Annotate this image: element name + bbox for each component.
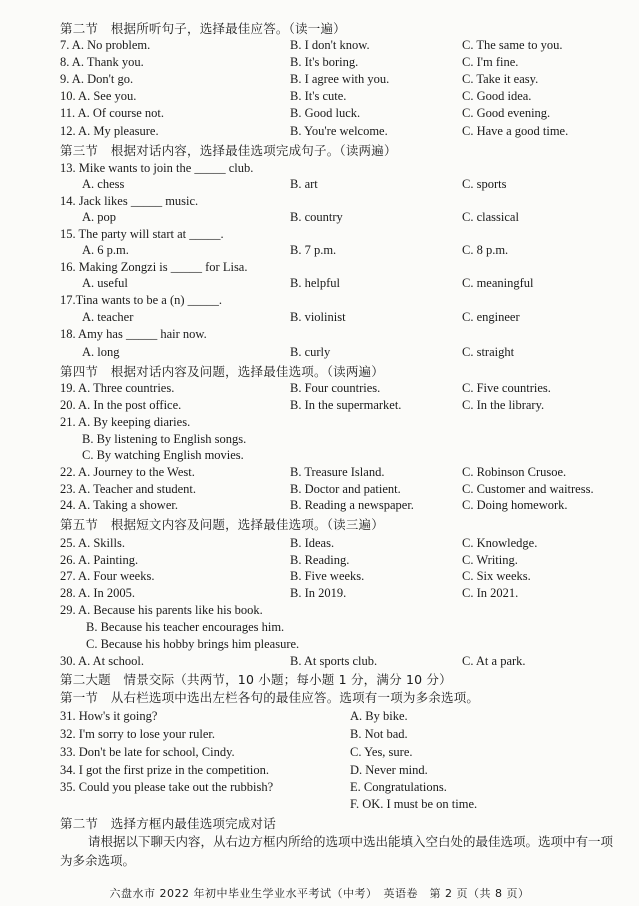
option-b: B. Doctor and patient. bbox=[290, 482, 401, 496]
match-question: 35. Could you please take out the rubbish? bbox=[60, 780, 274, 794]
question-15-options bbox=[0, 242, 639, 259]
option-b: B. Because his teacher encourages him. bbox=[86, 620, 285, 634]
match-option: E. Congratulations. bbox=[350, 780, 447, 794]
option-c: C. Six weeks. bbox=[462, 569, 531, 583]
option-b: B. In 2019. bbox=[290, 586, 347, 600]
option-a: 25. A. Skills. bbox=[60, 536, 125, 550]
option-a: A. pop bbox=[82, 210, 117, 224]
question-30 bbox=[0, 653, 639, 670]
match-row-32 bbox=[0, 726, 639, 743]
option-b: B. 7 p.m. bbox=[290, 243, 337, 257]
match-row-31 bbox=[0, 708, 639, 725]
match-question: 31. How's it going? bbox=[60, 709, 158, 723]
option-c: C. In 2021. bbox=[462, 586, 519, 600]
option-c: C. Take it easy. bbox=[462, 72, 539, 86]
option-b: B. violinist bbox=[290, 310, 346, 324]
option-c: C. meaningful bbox=[462, 276, 534, 290]
option-a: 24. A. Taking a shower. bbox=[60, 498, 178, 512]
question-21-c bbox=[0, 447, 639, 464]
section-5-heading: 第五节 根据短文内容及问题，选择最佳选项。（读三遍） bbox=[60, 517, 384, 532]
match-option: F. OK. I must be on time. bbox=[350, 797, 478, 811]
question-15-stem: 15. The party will start at _____. bbox=[60, 227, 224, 241]
option-c: C. Good evening. bbox=[462, 106, 551, 120]
option-c: C. In the library. bbox=[462, 398, 545, 412]
option-a: 10. A. See you. bbox=[60, 89, 137, 103]
option-c: C. Good idea. bbox=[462, 89, 532, 103]
question-16-options bbox=[0, 275, 639, 292]
option-a: A. chess bbox=[82, 177, 125, 191]
option-a: 30. A. At school. bbox=[60, 654, 145, 668]
option-a: 21. A. By keeping diaries. bbox=[60, 415, 191, 429]
question-14-options bbox=[0, 209, 639, 226]
option-a: 27. A. Four weeks. bbox=[60, 569, 155, 583]
part-2-section-2-heading: 第二节 选择方框内最佳选项完成对话 bbox=[60, 816, 276, 831]
question-18-stem: 18. Amy has _____ hair now. bbox=[60, 327, 207, 341]
option-c: C. I'm fine. bbox=[462, 55, 519, 69]
option-b: B. It's cute. bbox=[290, 89, 347, 103]
option-a: 26. A. Painting. bbox=[60, 553, 139, 567]
question-29-b bbox=[0, 619, 639, 636]
option-a: 20. A. In the post office. bbox=[60, 398, 182, 412]
option-c: C. Five countries. bbox=[462, 381, 551, 395]
match-row-extra bbox=[0, 796, 639, 813]
option-b: B. art bbox=[290, 177, 318, 191]
question-11 bbox=[0, 105, 639, 122]
option-b: B. country bbox=[290, 210, 343, 224]
option-b: B. Reading a newspaper. bbox=[290, 498, 414, 512]
question-7 bbox=[0, 37, 639, 54]
question-21-b bbox=[0, 431, 639, 448]
question-14-stem: 14. Jack likes _____ music. bbox=[60, 194, 199, 208]
option-a: 8. A. Thank you. bbox=[60, 55, 144, 69]
match-question: 34. I got the first prize in the competition. bbox=[60, 763, 269, 777]
section-instruction: 请根据以下聊天内容，从右边方框内所给的选项中选出能填入空白处的最佳选项。选项中有一项为多余选项。 bbox=[60, 834, 614, 868]
section-3-heading: 第三节 根据对话内容，选择最佳选项完成句子。（读两遍） bbox=[60, 143, 397, 158]
option-a: A. long bbox=[82, 345, 120, 359]
option-c: C. classical bbox=[462, 210, 519, 224]
option-c: C. The same to you. bbox=[462, 38, 563, 52]
option-a: 29. A. Because his parents like his book. bbox=[60, 603, 263, 617]
question-28 bbox=[0, 585, 639, 602]
part-2-section-1-heading: 第一节 从右栏选项中选出左栏各句的最佳应答。选项有一项为多余选项。 bbox=[60, 690, 480, 705]
match-option: A. By bike. bbox=[350, 709, 408, 723]
question-25 bbox=[0, 535, 639, 552]
option-a: 12. A. My pleasure. bbox=[60, 124, 159, 138]
question-8 bbox=[0, 54, 639, 71]
question-17-stem: 17.Tina wants to be a (n) _____. bbox=[60, 293, 223, 307]
match-row-35 bbox=[0, 779, 639, 796]
option-a: 19. A. Three countries. bbox=[60, 381, 175, 395]
option-c: C. Writing. bbox=[462, 553, 518, 567]
question-20 bbox=[0, 397, 639, 414]
option-b: B. Five weeks. bbox=[290, 569, 365, 583]
option-b: B. I don't know. bbox=[290, 38, 370, 52]
option-c: C. sports bbox=[462, 177, 507, 191]
option-b: B. Ideas. bbox=[290, 536, 335, 550]
option-b: B. Good luck. bbox=[290, 106, 361, 120]
section-4-heading: 第四节 根据对话内容及问题，选择最佳选项。（读两遍） bbox=[60, 364, 384, 379]
option-b: B. Treasure Island. bbox=[290, 465, 385, 479]
question-12 bbox=[0, 123, 639, 140]
question-9 bbox=[0, 71, 639, 88]
question-19 bbox=[0, 380, 639, 397]
match-question: 32. I'm sorry to lose your ruler. bbox=[60, 727, 216, 741]
question-13-options bbox=[0, 176, 639, 193]
option-c: C. straight bbox=[462, 345, 515, 359]
option-b: B. I agree with you. bbox=[290, 72, 390, 86]
option-b: B. curly bbox=[290, 345, 331, 359]
question-18-options bbox=[0, 344, 639, 361]
question-16-stem: 16. Making Zongzi is _____ for Lisa. bbox=[60, 260, 248, 274]
option-b: B. By listening to English songs. bbox=[82, 432, 247, 446]
option-c: C. By watching English movies. bbox=[82, 448, 244, 462]
option-a: 23. A. Teacher and student. bbox=[60, 482, 197, 496]
question-21-a bbox=[0, 414, 639, 431]
question-29-a bbox=[0, 602, 639, 619]
question-23 bbox=[0, 481, 639, 498]
option-b: B. Reading. bbox=[290, 553, 350, 567]
option-a: A. useful bbox=[82, 276, 128, 290]
option-b: B. In the supermarket. bbox=[290, 398, 402, 412]
option-c: C. Because his hobby brings him pleasure. bbox=[86, 637, 300, 651]
option-c: C. 8 p.m. bbox=[462, 243, 509, 257]
part-2-heading: 第二大题 情景交际（共两节，10 小题；每小题 1 分，满分 10 分） bbox=[60, 672, 452, 687]
page-footer: 六盘水市 2022 年初中毕业生学业水平考试（中考） 英语卷 第 2 页（共 8 页） bbox=[109, 887, 530, 900]
match-question: 33. Don't be late for school, Cindy. bbox=[60, 745, 235, 759]
option-b: B. helpful bbox=[290, 276, 340, 290]
question-22 bbox=[0, 464, 639, 481]
match-option: D. Never mind. bbox=[350, 763, 428, 777]
option-a: 7. A. No problem. bbox=[60, 38, 151, 52]
match-row-33 bbox=[0, 744, 639, 761]
option-a: A. 6 p.m. bbox=[82, 243, 129, 257]
option-a: 9. A. Don't go. bbox=[60, 72, 134, 86]
option-c: C. engineer bbox=[462, 310, 520, 324]
match-row-34 bbox=[0, 762, 639, 779]
option-a: A. teacher bbox=[82, 310, 134, 324]
option-c: C. Robinson Crusoe. bbox=[462, 465, 567, 479]
option-a: 22. A. Journey to the West. bbox=[60, 465, 195, 479]
section-2-heading: 第二节 根据所听句子，选择最佳应答。（读一遍） bbox=[60, 21, 346, 36]
option-a: 28. A. In 2005. bbox=[60, 586, 135, 600]
option-c: C. Have a good time. bbox=[462, 124, 569, 138]
question-13-stem: 13. Mike wants to join the _____ club. bbox=[60, 161, 254, 175]
option-b: B. Four countries. bbox=[290, 381, 381, 395]
option-b: B. At sports club. bbox=[290, 654, 378, 668]
option-b: B. You're welcome. bbox=[290, 124, 388, 138]
match-option: B. Not bad. bbox=[350, 727, 408, 741]
question-29-c bbox=[0, 636, 639, 653]
question-24 bbox=[0, 497, 639, 514]
question-26 bbox=[0, 552, 639, 569]
option-b: B. It's boring. bbox=[290, 55, 359, 69]
option-c: C. Knowledge. bbox=[462, 536, 538, 550]
question-17-options bbox=[0, 309, 639, 326]
option-c: C. Doing homework. bbox=[462, 498, 568, 512]
option-c: C. At a park. bbox=[462, 654, 526, 668]
option-a: 11. A. Of course not. bbox=[60, 106, 165, 120]
match-option: C. Yes, sure. bbox=[350, 745, 413, 759]
question-10 bbox=[0, 88, 639, 105]
question-27 bbox=[0, 568, 639, 585]
option-c: C. Customer and waitress. bbox=[462, 482, 594, 496]
